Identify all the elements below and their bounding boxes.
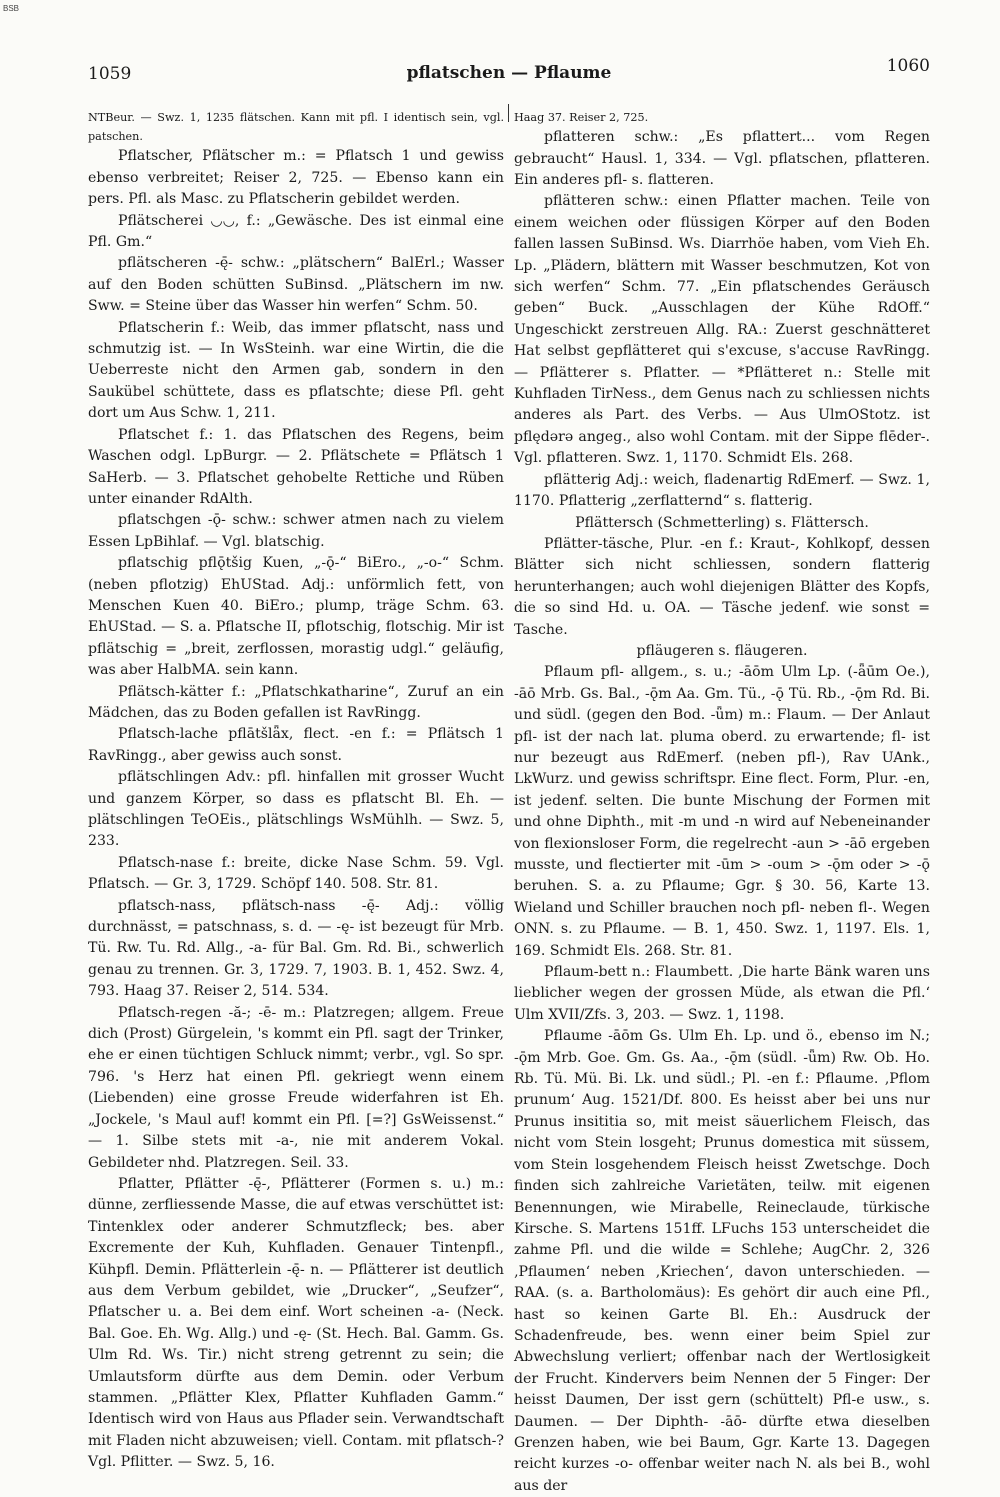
dictionary-entry: Pflaume -āōm Gs. Ulm Eh. Lp. und ö., ebenso im N.; -ǭm Mrb. Goe. Gm. Gs. Aa., -ǭm (südl. -ǖm) Rw. Ob. Ho. Rb. Tü. Mü. Bi. Lk. und südl.; Pl. -en f.: Pflaume. ‚Pflom prunum‘ Aug. 1521/Df. 800. Es heisst aber bei uns nur Prunus insititia so, mit meist säuerlichem Fleisch, das nicht vom Stein losgeht; Prunus domestica mit süssem, vom Stein losgehendem Fleisch heisst Zwetschge. Doch finden sich zahlreiche Varietäten, teilw. mit eigenen Benennungen, wie Mirabelle, Reineclaude, türkische Kirsche. S. Martens 151ff. LFuchs 153 unterscheidet die zahme Pfl. und die wilde = Schlehe; AugChr. 2, 326 ‚Pflaumen‘ neben ‚Kriechen‘, davon unterschieden. — RAA. (s. a. Bartholomäus): Es gehört dir auch eine Pfl., hast so keinen Garte Bl. Eh.: Ausdruck der Schadenfreude, bes. wenn einer beim Spiel zur Abwechslung verliert; offenbar nach der Wertlosigkeit der Frucht. Kindervers beim Nennen der 5 Finger: Der heisst Daumen, Der isst gern (schüttelt) Pfl-e usw., s. Daumen. — Der Diphth- -āō- dürfte etwa dieselben Grenzen haben, wie bei Baum, Ggr. Karte 13. Dagegen reicht kurzes -o- offenbar weiter nach N. als bei B., wohl aus der [514,1028,930,1494]
column-divider [508,104,509,122]
dictionary-entry: pfläugeren s. fläugeren. [636,642,808,659]
dictionary-entry: Pflatschet f.: 1. das Pflatschen des Regens, beim Waschen odgl. LpBurgr. — 2. Pflätschete = Pflätsch 1 SaHerb. — 3. Pflatschet gehobelte Rettiche und Rüben unter einander RdAlth. [88,426,504,507]
page-header [88,56,930,90]
dictionary-entry: pflatschig pflǭtšig Kuen, „-ǭ-“ BiEro., „-o-“ Schm. (neben pflotzig) EhUStad. Adj.: unförmlich fett, von Menschen Kuen 40. BiEro.; plump, träge Schm. 63. EhUStad. — S. a. Pflatsche II, pflotschig, flotschig. Mir ist pflätschig = „breit, zerflossen, morastig udgl.“ geläufig, was aber HalbMA. sein kann. [88,555,504,679]
dictionary-entry: Pflatscher, Pflätscher m.: = Pflatsch 1 und gewiss ebenso verbreitet; Reiser 2, 725. — Ebenso kann ein pers. Pfl. als Masc. zu Pflatscherin gebildet werden. [88,148,504,208]
page-number-right: 1060 [886,56,930,76]
dictionary-entry: pflätterig Adj.: weich, fladenartig RdEmerf. — Swz. 1, 1170. Pflatterig „zerflatternd“ s. flatterig. [514,471,930,510]
dictionary-entry: pflatschgen -ǭ- schw.: schwer atmen nach zu vielem Essen LpBihlaf. — Vgl. blatschig. [88,512,504,550]
dictionary-entry: Pflatter, Pflätter -ę̄-, Pflätterer (Formen s. u.) m.: dünne, zerfliessende Masse, die auf etwas verschüttet ist: Tintenklex oder anderer Schmutzfleck; bes. aber Excremente der Kuh, Kuhfladen. Genauer Tintenpfl., Kühpfl. Demin. Pflätterlein -ę̄- n. — Pflätterer ist deutlich aus dem Verbum gebildet, wie „Drucker“, „Seufzer“, Pflatscher u. a. Bei dem einf. Wort scheinen -a- (Neck. Bal. Goe. Eh. Wg. Allg.) und -ę- (St. Hech. Bal. Gamm. Gs. Ulm Rd. Ws. Tir.) nicht streng getrennt zu sein; die Umlautsform dürfte aus dem Demin. oder Verbum stammen. „Pflätter Klex, Pflatter Kuhfladen Gamm.“ Identisch wird von Haus aus Pflader sein. Verwandtschaft mit Fladen nicht abzuweisen; viell. Contam. mit pflatsch-? Vgl. Pflitter. — Swz. 5, 16. [88,1175,504,1471]
dictionary-entry: Pflatsch-nase f.: breite, dicke Nase Schm. 59. Vgl. Pflatsch. — Gr. 3, 1729. Schöpf 140. 508. Str. 81. [88,854,504,893]
dictionary-entry: Pflaum-bett n.: Flaumbett. ‚Die harte Bänk waren uns lieblicher wegen der grossen Müde, als etwan die Pfl.‘ Ulm XVII/Zfs. 3, 203. — Swz. 1, 1198. [514,964,930,1023]
dictionary-entry: NTBeur. — Swz. 1, 1235 flätschen. Kann mit pfl. I identisch sein, vgl. patschen. [88,111,504,144]
dictionary-entry: Pflättersch (Schmetterling) s. Flättersch. [575,514,869,531]
dictionary-entry: pflätscheren -ę̄- schw.: „plätschern“ BalErl.; Wasser auf den Boden schütten SuBinsd. „Plätschern im nw. Sww. = Steine über das Wasser hin werfen“ Schm. 50. [88,255,504,315]
dictionary-entry: pflätschlingen Adv.: pfl. hinfallen mit grosser Wucht und ganzem Körper, so dass es pflatscht Bl. Eh. — plätschlingen TeOEis., plätschlings WsMühlh. — Swz. 5, 233. [88,769,504,850]
dictionary-entry: Pflätsch-kätter f.: „Pflatschkatharine“, Zuruf an ein Mädchen, das zu Boden gefallen ist RavRingg. [88,683,504,721]
left-column [88,108,504,1471]
dictionary-entry: pflatsch-nass, pflätsch-nass -ę̄- Adj.: völlig durchnässt, = patschnass, s. d. — -ę- ist bezeugt für Mrb. Tü. Rw. Tu. Rd. Allg., -a- für Bal. Gm. Rd. Bi., schwerlich genau zu trennen. Gr. 3, 1729. 7, 1903. B. 1, 452. Swz. 4, 793. Haag 37. Reiser 2, 514. 534. [88,897,504,1000]
dictionary-entry: Pflatscherin f.: Weib, das immer pflatscht, nass und schmutzig ist. — In WsSteinh. war eine Wirtin, die die Ueberreste nicht den Armen gab, sondern in den Saukübel schüttete, dass es pflatschte; diese Pfl. geht dort um Aus Schw. 1, 211. [88,319,504,422]
dictionary-entry: Pflatsch-regen -ă-; -ē- m.: Platzregen; allgem. Freue dich (Prost) Gürgelein, 's kommt ein Pfl. sagt der Trinker, ehe er einen tüchtigen Schluck nimmt; verbr., vgl. So spr. 796. 's Herz hat einen Pfl. gekriegt wenn einem (Liebenden) eine grosse Freude widerfahren ist Eh. „Jockele, 's Maul auf! kommt ein Pfl. [=?] GsWeissenst.“ — 1. Silbe stets mit -a-, nie mit anderem Vokal. Gebildeter nhd. Platzregen. Seil. 33. [88,1004,504,1171]
running-title: pflatschen — Pflaume [406,63,612,83]
dictionary-entry: Haag 37. Reiser 2, 725. [514,111,649,124]
dictionary-entry: Pflätscherei ◡◡, f.: „Gewäsche. Des ist einmal eine Pfl. Gm.“ [88,212,504,251]
right-column [514,108,930,1494]
dictionary-entry: pflätteren schw.: einen Pflatter machen. Teile von einem weichen oder flüssigen Körper auf den Boden fallen lassen SuBinsd. Ws. Diarrhöe haben, vom Vieh Eh. Lp. „Plädern, blättern mit Wasser beschmutzen, Kot von sich werfen“ Schm. 77. „Ein pflatschendes Geräusch geben“ Buck. „Ausschlagen der Kühe RdOff.“ Ungeschickt zerstreuen Allg. RA.: Zuerst geschnätteret Hat selbst gepflätteret qui s'excuse, s'accuse RavRingg. — Pflätterer s. Pflatter. — *Pflätteret n.: Stelle mit Kuhfladen TirNess., dem Genus nach zu schliessen nichts anderes als Part. des Verbs. — Aus UlmOStotz. ist pflędərə angeg., also wohl Contam. mit der Sippe flēder-. Vgl. pflatteren. Swz. 1, 1170. Schmidt Els. 268. [514,193,930,467]
dictionary-entry: Pflaum pfl- allgem., s. u.; -āōm Ulm Lp. (-ǟūm Oe.), -āō Mrb. Gs. Bal., -ǭm Aa. Gm. Tü., -ǭ Tü. Rb., -ǭm Rd. Bi. und südl. (gegen den Bod. -ǖm) m.: Flaum. — Der Anlaut pfl- ist der nach lat. pluma oberd. zu erwartende; fl- ist nur bezeugt aus RdEmerf. (neben pfl-), Rav UAnk., LkWurz. und gewiss schriftspr. Eine flect. Form, Plur. -en, ist jedenf. selten. Die bunte Mischung der Formen mit und ohne Diphth., mit -m und -n wird auf Nebeneinander von flexionsloser Form, die regelrecht -aun > -āō ergeben musste, und flectierter mit -ūm > -oum > -ǭm oder > -ǭ beruhen. S. a. zu Pflaume; Ggr. § 30. 56, Karte 13. Wieland und Schiller brauchen noch pfl- neben fl-. Wegen ONN. s. zu Pflaume. — B. 1, 450. Swz. 1, 1197. Els. 1, 169. Schmidt Els. 268. Str. 81. [514,664,930,959]
dictionary-entry: pflatteren schw.: „Es pflattert... vom Regen gebraucht“ Hausl. 1, 334. — Vgl. pflatschen, pflatteren. Ein anderes pfl- s. flatteren. [514,129,930,189]
dictionary-entry: Pflätter-täsche, Plur. -en f.: Kraut-, Kohlkopf, dessen Blätter sich nicht schliessen, sondern flatterig herunterhangen; auch wohl diejenigen Blätter des Kopfs, die so sind Hd. u. OA. — Täsche jedenf. wie sonst = Tasche. [514,535,930,638]
page-number-left: 1059 [88,64,132,84]
library-stamp: BSB [3,4,20,13]
dictionary-entry: Pflatsch-lache pflātšlǟx, flect. -en f.: = Pflätsch 1 RavRingg., aber gewiss auch sonst. [88,726,504,764]
